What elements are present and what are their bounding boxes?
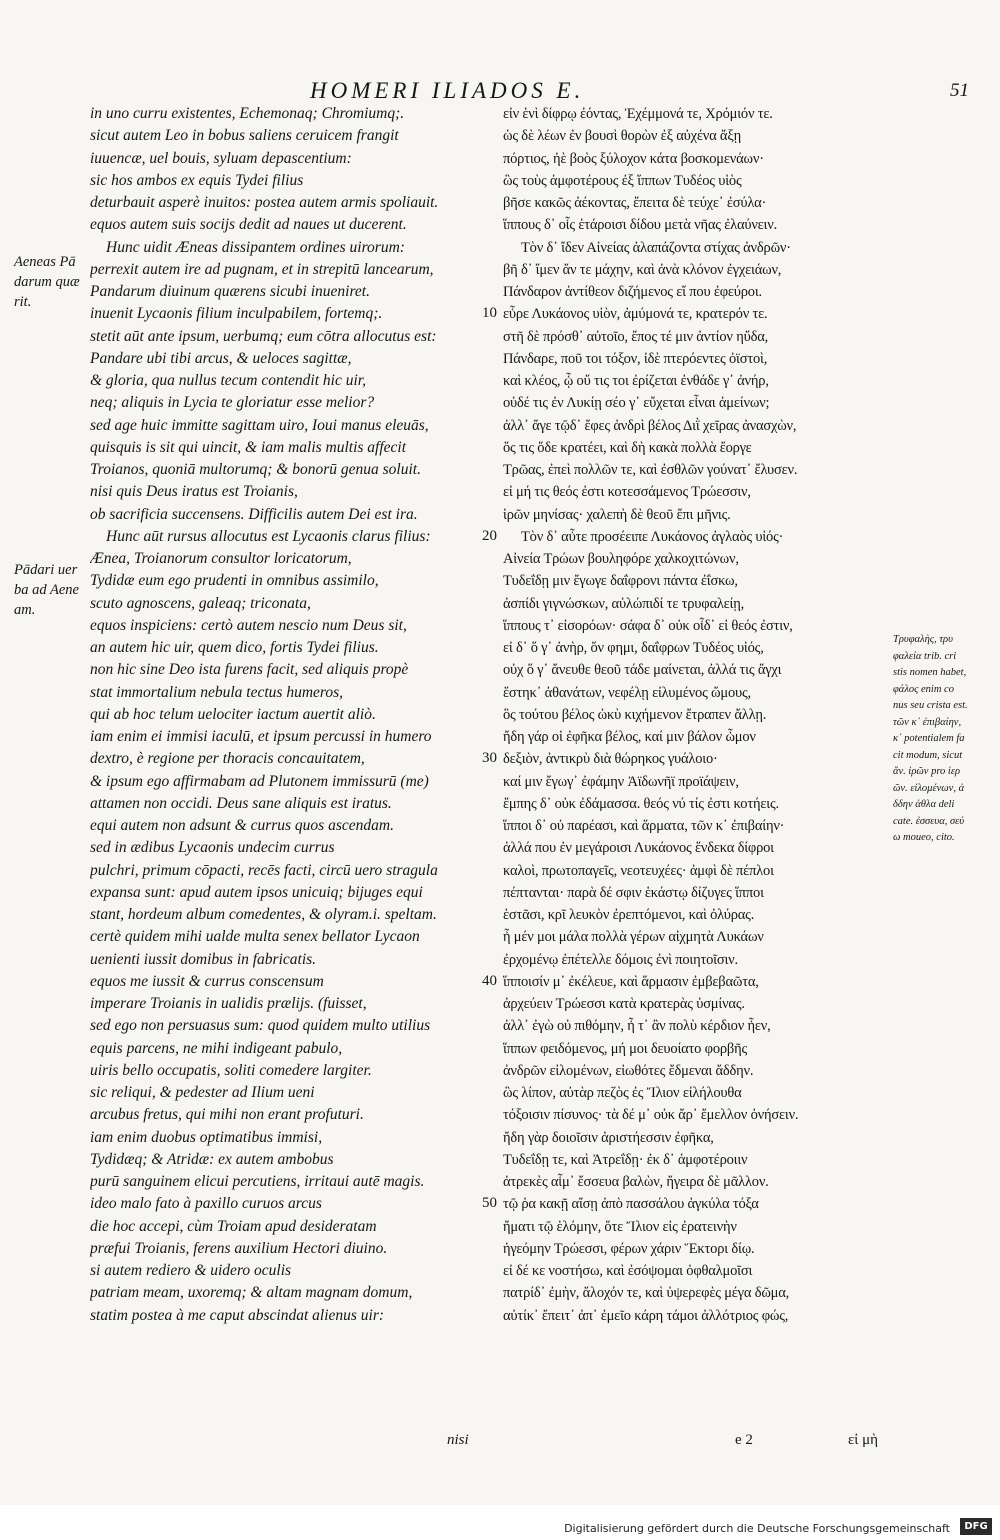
greek-line: οὐδέ τις ἐν Λυκίῃ σέο γ᾽ εὔχεται εἶναι ἀμείνων; bbox=[503, 395, 770, 412]
gloss-line: nus seu crista est. bbox=[893, 700, 968, 711]
greek-line: εὗρε Λυκάονος υἱὸν, ἀμύμονά τε, κρατερόν τε. bbox=[503, 306, 768, 323]
margin-note-line: rit. bbox=[14, 294, 32, 310]
greek-line: ἀνδρῶν εἰλομένων, εἰωθότες ἔδμεναι ἄδδην. bbox=[503, 1062, 754, 1079]
latin-line: Ænea, Troianorum consultor loricatorum, bbox=[90, 550, 352, 567]
latin-column bbox=[90, 103, 490, 1327]
latin-line: stant, hordeum album comedentes, & olyram.i. speltam. bbox=[90, 906, 437, 923]
greek-line: ἵπποισίν μ᾽ ἐκέλευε, καὶ ἅρμασιν ἐμβεβαῶτα, bbox=[503, 973, 759, 990]
latin-line: deturbauit asperè inuitos: postea autem armis spoliauit. bbox=[90, 194, 439, 211]
margin-note-line: am. bbox=[14, 602, 36, 618]
greek-line: ἀλλ᾽ ἐγὼ οὐ πιθόμην, ἦ τ᾽ ἂν πολὺ κέρδιον ἦεν, bbox=[503, 1018, 771, 1035]
greek-line: ἵππων φειδόμενος, μή μοι δευοίατο φορβῆς bbox=[503, 1040, 748, 1057]
latin-line: præfui Troianis, ferens auxilium Hectori diuino. bbox=[90, 1239, 388, 1257]
latin-line: perrexit autem ire ad pugnam, et in strepitū lancearum, bbox=[90, 260, 434, 278]
latin-line: statim postea à me caput abscindat alienus uir: bbox=[90, 1306, 385, 1324]
line-number: 30 bbox=[482, 750, 497, 767]
latin-line: neq; aliquis in Lycia te gloriatur esse melior? bbox=[90, 394, 375, 412]
greek-line: Τὸν δ᾽ ἴδεν Αἰνείας ἀλαπάζοντα στίχας ἀνδρῶν· bbox=[521, 239, 791, 256]
greek-line: εἰ δέ κε νοστήσω, καὶ ἐσόψομαι ὀφθαλμοῖσι bbox=[503, 1263, 753, 1279]
greek-line: ἀσπίδι γιγνώσκων, αὐλώπιδί τε τρυφαλείῃ, bbox=[503, 595, 745, 612]
margin-note-line: Aeneas Pā bbox=[14, 254, 76, 270]
greek-line: πέπτανται· παρὰ δέ σφιν ἑκάστῳ δίζυγες ἵπποι bbox=[503, 884, 764, 901]
line-number: 20 bbox=[482, 527, 497, 544]
latin-line: Tydidæ eum ego prudenti in omnibus assimilo, bbox=[90, 572, 379, 590]
latin-line: stetit aūt ante ipsum, uerbumq; eum cōtra allocutus est: bbox=[90, 327, 437, 345]
latin-line: sicut autem Leo in bobus saliens ceruicem frangit bbox=[90, 127, 399, 145]
latin-line: equis parcens, ne mihi indigeant pabulo, bbox=[90, 1039, 343, 1057]
greek-line: βῆ δ᾽ ἴμεν ἄν τε μάχην, καὶ ἀνὰ κλόνον ἐγχειάων, bbox=[503, 261, 782, 278]
latin-line: uenienti iussit domibus in fabricatis. bbox=[90, 950, 317, 968]
latin-line: certè quidem mihi ualde multa senex bellator Lycaon bbox=[90, 928, 420, 946]
greek-line: καλοὶ, πρωτοπαγεῖς, νεοτευχέες· ἀμφὶ δὲ πέπλοι bbox=[503, 862, 774, 879]
running-head: HOMERI ILIADOS E. bbox=[310, 78, 585, 103]
margin-note-line: ba ad Aene bbox=[14, 582, 79, 598]
latin-line: Hunc aūt rursus allocutus est Lycaonis clarus filius: bbox=[106, 527, 431, 545]
greek-line: ὅς τις ὅδε κρατέει, καὶ δὴ κακὰ πολλὰ ἔοργε bbox=[503, 439, 752, 456]
greek-line: στῆ δὲ πρόσθ᾽ αὐτοῖο, ἔπος τέ μιν ἀντίον ηὔδα, bbox=[503, 328, 769, 345]
greek-line: τόξοισιν πίσυνος· τὰ δέ μ᾽ οὐκ ἄρ᾽ ἔμελλον ὀνήσειν. bbox=[503, 1107, 799, 1124]
dfg-logo: DFG bbox=[960, 1518, 992, 1535]
catchword-latin: nisi bbox=[447, 1432, 469, 1448]
latin-line: purū sanguinem elicui percutiens, irritaui autē magis. bbox=[90, 1173, 425, 1190]
greek-line: ἱρῶν μηνίσας· χαλεπὴ δὲ θεοῦ ἔπι μῆνις. bbox=[503, 506, 731, 523]
footer-credit: Digitalisierung gefördert durch die Deutsche Forschungsgemeinschaft bbox=[564, 1522, 950, 1535]
greek-line: ἦ μέν μοι μάλα πολλὰ γέρων αἰχμητὰ Λυκάων bbox=[503, 929, 764, 946]
greek-line: ἵπποι δ᾽ οὐ παρέασι, καὶ ἅρματα, τῶν κ᾽ ἐπιβαίην· bbox=[503, 818, 785, 834]
greek-column bbox=[503, 103, 888, 1327]
greek-line: Τυδεΐδῃ τε, καὶ Ἀτρεΐδῃ· ἐκ δ᾽ ἀμφοτέροιιν bbox=[503, 1151, 748, 1168]
greek-line: ὡς δὲ λέων ἐν βουσὶ θορὼν ἐξ αὐχένα ἄξῃ bbox=[503, 128, 741, 145]
latin-line: imperare Troianis in ualidis prælijs. (fuisset, bbox=[90, 995, 367, 1012]
greek-line: εἰν ἑνὶ δίφρῳ ἐόντας, Ἐχέμμονά τε, Χρόμιόν τε. bbox=[503, 106, 773, 122]
line-number: 50 bbox=[482, 1195, 497, 1212]
latin-line: equi autem non adsunt & currus quos ascendam. bbox=[90, 817, 394, 834]
latin-line: & ipsum ego affirmabam ad Plutonem immissurū (me) bbox=[90, 772, 429, 790]
latin-line: Tydidæq; & Atridæ: ex autem ambobus bbox=[90, 1150, 334, 1168]
greek-line: ἐρχομένῳ ἐπέτελλε δόμοις ἐνὶ ποιητοῖσιν. bbox=[503, 951, 738, 968]
greek-line: ἀλλ᾽ ἄγε τῷδ᾽ ἔφες ἀνδρὶ βέλος Διῒ χεῖρας ἀνασχὼν, bbox=[503, 417, 797, 434]
greek-line: εἰ δ᾽ ὅ γ᾽ ἀνὴρ, ὅν φημι, δαΐφρων Τυδέος υἱός, bbox=[503, 640, 764, 656]
gloss-line: τῶν κ᾽ ἐπιβαίην, bbox=[893, 716, 962, 728]
latin-line: sic reliqui, & pedester ad Ilium ueni bbox=[90, 1084, 315, 1101]
margin-note-line: darum quæ bbox=[14, 274, 80, 290]
catchword-greek: εἰ μὴ bbox=[848, 1432, 878, 1448]
greek-gloss-note bbox=[893, 632, 993, 847]
greek-line: Τρῶας, ἐπεὶ πολλῶν τε, καὶ ἐσθλῶν γούνατ᾽ ἔλυσεν. bbox=[503, 462, 798, 478]
latin-line: Pandare ubi tibi arcus, & ueloces sagittæ, bbox=[90, 349, 352, 367]
greek-line: ἀλλά που ἐν μεγάροισι Λυκάονος ἕνδεκα δίφροι bbox=[503, 840, 774, 857]
gloss-line: δδην ἀθλα deli bbox=[893, 799, 955, 810]
greek-line: ἤδη γάρ οἱ ἐφῆκα βέλος, καί μιν βάλον ὦμον bbox=[503, 729, 756, 745]
greek-line: ἵππους τ᾽ εἰσορόων· σάφα δ᾽ οὐκ οἶδ᾽ εἰ θεός ἐστιν, bbox=[503, 617, 793, 634]
greek-line: ἑστᾶσι, κρῖ λευκὸν ἐρεπτόμενοι, καὶ ὀλύρας. bbox=[503, 907, 755, 923]
greek-line: ὣς τοὺς ἀμφοτέρους ἐξ ἵππων Τυδέος υἱὸς bbox=[503, 172, 742, 189]
greek-line: Αἰνεία Τρώων βουληφόρε χαλκοχιτώνων, bbox=[503, 551, 739, 567]
greek-line: βῆσε κακῶς ἀέκοντας, ἔπειτα δὲ τεύχε᾽ ἐσύλα· bbox=[503, 195, 767, 211]
greek-line: τῷ ῥα κακῇ αἴσῃ ἀπὸ πασσάλου ἀγκύλα τόξα bbox=[503, 1196, 759, 1213]
page-number: 51 bbox=[950, 80, 969, 101]
latin-line: dextro, è regione per thoracis concauitatem, bbox=[90, 750, 365, 768]
latin-line: nisi quis Deus iratus est Troianis, bbox=[90, 483, 298, 501]
greek-line: ἀρχεύειν Τρώεσσι κατὰ κρατερὰς ὑσμίνας. bbox=[503, 996, 745, 1012]
latin-line: arcubus fretus, qui mihi non erant profuturi. bbox=[90, 1106, 364, 1124]
gloss-line: Τρυφαλὴς, τρυ bbox=[893, 634, 953, 645]
gloss-line: φάλος enim co bbox=[893, 683, 954, 695]
greek-line: πατρίδ᾽ ἐμὴν, ἄλοχόν τε, καὶ ὑψερεφὲς μέγα δῶμα, bbox=[503, 1285, 790, 1302]
latin-line: iam enim ei immisi iaculū, et ipsum percussi in humero bbox=[90, 728, 432, 745]
latin-line: & gloria, qua nullus tecum contendit hic uir, bbox=[90, 372, 366, 389]
latin-line: iuuencæ, uel bouis, syluam depascentium: bbox=[90, 149, 352, 167]
latin-line: ob sacrificia succensens. Difficilis autem Dei est ira. bbox=[90, 505, 418, 523]
greek-line: ἤδη γὰρ δοιοῖσιν ἀριστήεσσιν ἐφῆκα, bbox=[503, 1129, 714, 1146]
latin-line: pulchri, primum cōpacti, recēs facti, circū uero stragula bbox=[90, 861, 438, 879]
greek-line: ἕστηκ᾽ ἀθανάτων, νεφέλῃ εἰλυμένος ὤμους, bbox=[503, 684, 751, 701]
latin-line: uiris bello occupatis, soliti comedere largiter. bbox=[90, 1061, 372, 1079]
greek-line: ἡγεόμην Τρώεσσι, φέρων χάριν Ἕκτορι δίῳ. bbox=[503, 1240, 755, 1257]
gloss-line: ἄν. ἱρῶν pro ἱερ bbox=[893, 766, 960, 777]
greek-line: οὐχ ὅ γ᾽ ἄνευθε θεοῦ τάδε μαίνεται, ἀλλά τις ἄγχι bbox=[503, 662, 782, 679]
gloss-line: cate. ἐσσευα, σεύ bbox=[893, 815, 965, 827]
latin-line: expansa sunt: apud autem ipsos unicuiq; bijuges equi bbox=[90, 883, 423, 901]
greek-line: Τὸν δ᾽ αὖτε προσέειπε Λυκάονος ἀγλαὸς υἱός· bbox=[521, 528, 784, 545]
gloss-line: stis nomen habet, bbox=[893, 667, 967, 678]
greek-line: ὃς τούτου βέλος ὠκὺ κιχήμενον ἔτραπεν ἄλλῃ. bbox=[503, 706, 767, 723]
latin-line: Hunc uidit Æneas dissipantem ordines uirorum: bbox=[106, 238, 405, 256]
latin-line: iam enim duobus optimatibus immisi, bbox=[90, 1128, 323, 1146]
latin-line: Troianos, quoniā multorumq; & bonorū genua soluit. bbox=[90, 461, 421, 478]
greek-line: δεξιὸν, ἀντικρὺ διὰ θώρηκος γυάλοιο· bbox=[503, 751, 718, 768]
latin-line: an autem hic uir, quem dico, fortis Tydei filius. bbox=[90, 639, 379, 656]
latin-line: sed ego non persuasus sum: quod quidem multo utilius bbox=[90, 1017, 431, 1035]
greek-line: ἔμπης δ᾽ οὐκ ἐδάμασσα. θεός νύ τίς ἐστι κοτήεις. bbox=[503, 795, 779, 812]
gloss-line: cit modum, sicut bbox=[893, 749, 963, 761]
gloss-line: φαλεία trib. cri bbox=[893, 650, 957, 662]
latin-line: sic hos ambos ex equis Tydei filius bbox=[90, 171, 304, 189]
greek-line: Πάνδαρε, ποῦ τοι τόξον, ἰδὲ πτερόεντες ὀϊστοὶ, bbox=[503, 350, 768, 367]
latin-line: Pandarum diuinum quærens sicubi inueniret. bbox=[90, 283, 370, 300]
greek-line: ἤματι τῷ ἑλόμην, ὅτε Ἴλιον εἰς ἐρατεινὴν bbox=[503, 1218, 737, 1235]
latin-line: equos me iussit & currus conscensum bbox=[90, 972, 324, 990]
margin-note-pandarus bbox=[14, 560, 90, 620]
latin-line: ideo malo fato à paxillo curuos arcus bbox=[90, 1195, 322, 1213]
gloss-line: κ᾽ potentialem fa bbox=[893, 733, 965, 744]
greek-line: ὣς λίπον, αὐτὰρ πεζὸς ἐς Ἴλιον εἰλήλουθα bbox=[503, 1085, 742, 1101]
greek-line: καὶ κλέος, ᾧ οὔ τις τοι ἐρίζεται ἐνθάδε γ᾽ ἀνήρ, bbox=[503, 373, 769, 389]
greek-line: ἀτρεκὲς αἷμ᾽ ἔσσευα βαλὼν, ἤγειρα δὲ μᾶλλον. bbox=[503, 1174, 769, 1190]
greek-line: ἵππους δ᾽ οἷς ἑτάροισι δίδου μετὰ νῆας ἐλαύνειν. bbox=[503, 217, 778, 234]
greek-line: Πάνδαρον ἀντίθεον διζήμενος εἴ που ἐφεύροι. bbox=[503, 284, 762, 300]
greek-line: αὐτίκ᾽ ἔπειτ᾽ ἀπ᾽ ἐμεῖο κάρη τάμοι ἀλλότριος φώς, bbox=[503, 1307, 789, 1324]
latin-line: scuto agnoscens, galeaq; triconata, bbox=[90, 594, 311, 612]
latin-line: attamen non occidi. Deus sane aliquis est iratus. bbox=[90, 794, 392, 812]
greek-line: Τυδεΐδῃ μιν ἔγωγε δαΐφρονι πάντα ἐΐσκω, bbox=[503, 573, 738, 590]
latin-line: inuenit Lycaonis filium inculpabilem, fortemq;. bbox=[90, 305, 383, 323]
latin-line: in uno curru existentes, Echemonaq; Chromiumq;. bbox=[90, 105, 405, 122]
latin-line: sed in ædibus Lycaonis undecim currus bbox=[90, 839, 335, 857]
gloss-line: ω moueo, cito. bbox=[893, 832, 955, 843]
greek-line: καί μιν ἔγωγ᾽ ἐφάμην Ἀϊδωνῆϊ προϊάψειν, bbox=[503, 773, 739, 790]
latin-line: die hoc accepi, cùm Troiam apud desideratam bbox=[90, 1217, 377, 1235]
latin-line: non hic sine Deo ista furens facit, sed aliquis propè bbox=[90, 661, 409, 679]
latin-line: quisquis is sit qui uincit, & iam malis multis affecit bbox=[90, 438, 407, 456]
signature-mark: e 2 bbox=[735, 1432, 753, 1448]
latin-line: stat immortalium nebula tectus humeros, bbox=[90, 683, 344, 701]
greek-line: πόρτιος, ἠὲ βοὸς ξύλοχον κάτα βοσκομενάων· bbox=[503, 150, 764, 167]
latin-line: si autem rediero & uidero oculis bbox=[90, 1262, 292, 1279]
latin-line: patriam meam, uxoremq; & altam magnam domum, bbox=[90, 1284, 413, 1302]
greek-line: εἰ μή τις θεός ἐστι κοτεσσάμενος Τρώεσσιν, bbox=[503, 484, 751, 501]
latin-line: equos inspiciens: certò autem nescio num Deus sit, bbox=[90, 616, 407, 634]
margin-note-line: Pādari uer bbox=[14, 562, 78, 578]
latin-line: qui ab hoc telum uelociter iactum auertit aliò. bbox=[90, 705, 376, 723]
margin-note-aeneas bbox=[14, 252, 90, 312]
gloss-line: ῶν. εἰλομένων, ἀ bbox=[893, 782, 965, 794]
line-number: 40 bbox=[482, 972, 497, 989]
line-number: 10 bbox=[482, 305, 497, 322]
latin-line: sed age huic immitte sagittam uiro, Ioui manus eleuās, bbox=[90, 416, 429, 434]
latin-line: equos autem suis socijs dedit ad naues ut ducerent. bbox=[90, 216, 407, 234]
